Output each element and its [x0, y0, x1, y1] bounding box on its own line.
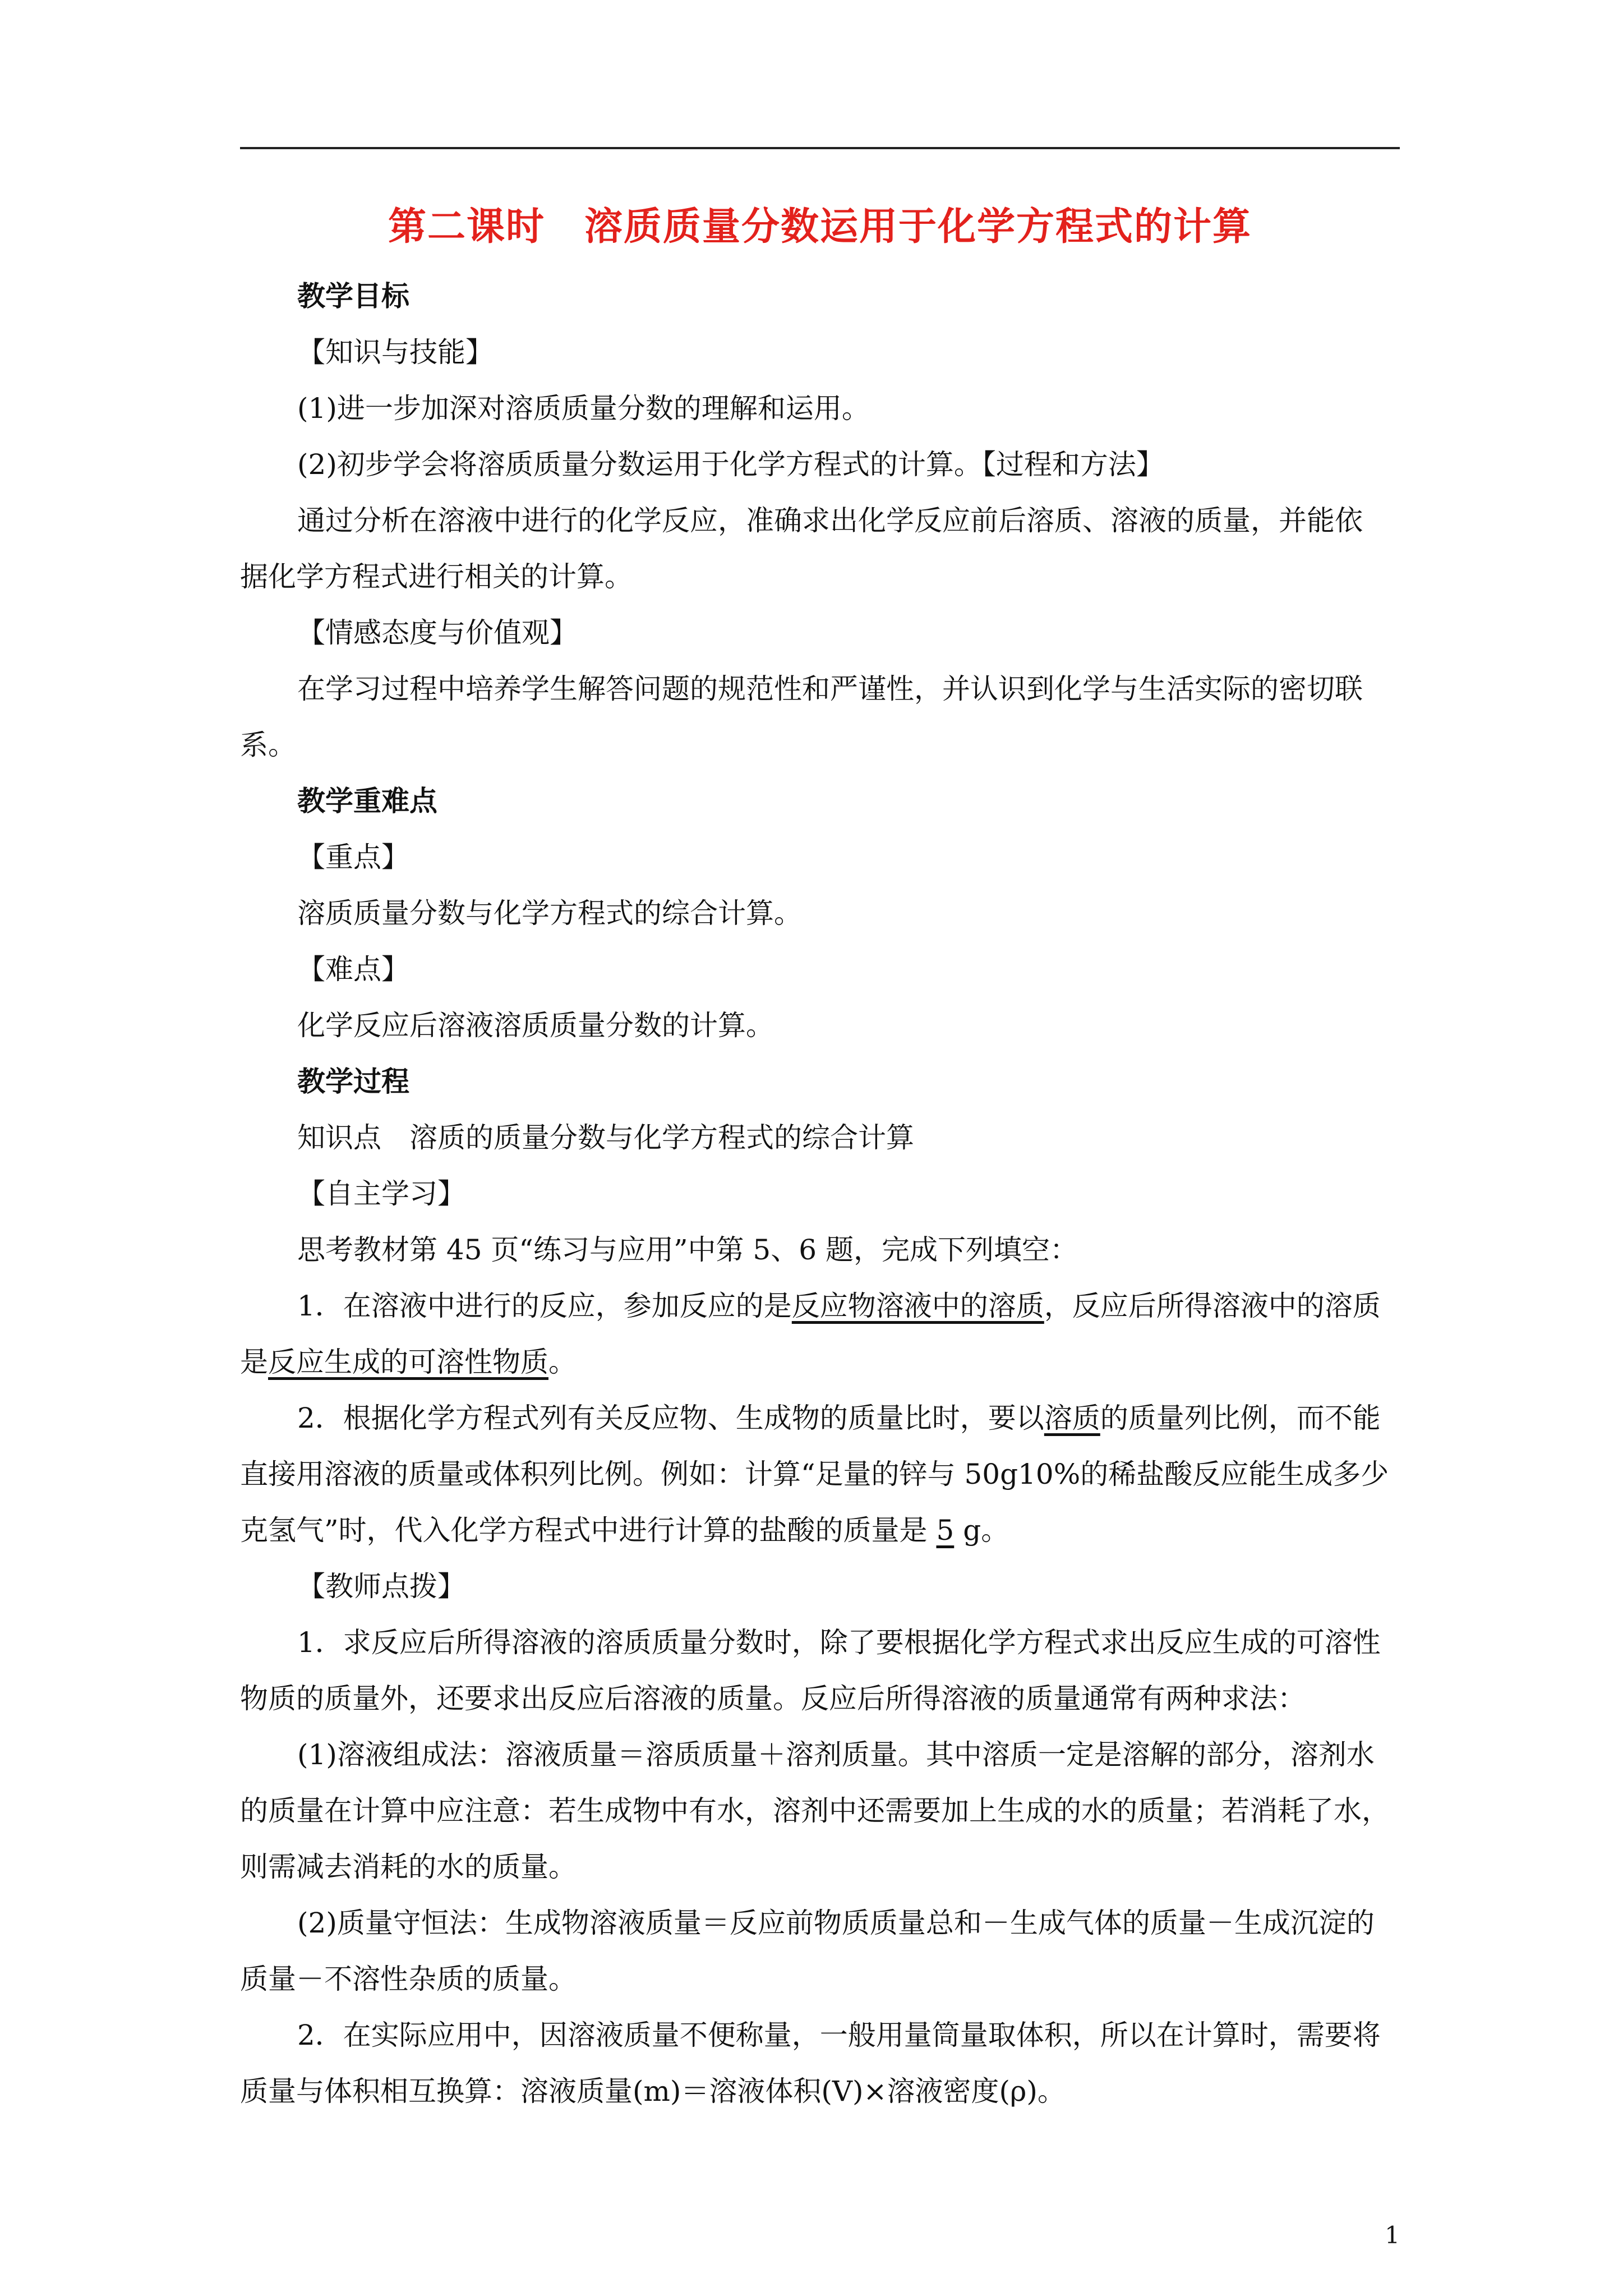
q1-answer-2: 反应生成的可溶性物质 [268, 1346, 548, 1378]
knowledge-heading: 【知识与技能】 [297, 336, 494, 369]
emotion-heading: 【情感态度与价值观】 [297, 616, 578, 649]
tip-1a-line-1: (1)溶液组成法：溶液质量＝溶质质量＋溶剂质量。其中溶质一定是溶解的部分，溶剂水 [297, 1738, 1375, 1771]
tip-1a-line-2: 的质量在计算中应注意：若生成物中有水，溶剂中还需要加上生成的水的质量；若消耗了水， [240, 1795, 1390, 1827]
difficult-text: 化学反应后溶液溶质质量分数的计算。 [297, 1009, 774, 1042]
page-title: 第二课时 溶质质量分数运用于化学方程式的计算 [388, 204, 1252, 249]
question-1-line-2 [240, 1334, 1400, 1390]
q2-text-c: 克氢气”时，代入化学方程式中进行计算的盐酸的质量是 [240, 1514, 928, 1547]
self-study-intro: 思考教材第 45 页“练习与应用”中第 5、6 题，完成下列填空： [297, 1234, 1078, 1266]
q2-text-b: 的质量列比例，而不能 [1100, 1402, 1381, 1434]
tip-1b-line-1: (2)质量守恒法：生成物溶液质量＝反应前物质质量总和－生成气体的质量－生成沉淀的 [297, 1907, 1375, 1939]
key-difficult-heading: 教学重难点 [297, 784, 437, 817]
teacher-heading: 【教师点拨】 [297, 1570, 465, 1603]
q1-text-a: 1．在溶液中进行的反应，参加反应的是 [297, 1290, 792, 1322]
process-text-line-1: 通过分析在溶液中进行的化学反应，准确求出化学反应前后溶质、溶液的质量，并能依 [297, 504, 1363, 537]
document-body [240, 268, 1400, 2119]
objectives-heading: 教学目标 [297, 279, 409, 312]
tip-1a-line-3: 则需减去消耗的水的质量。 [240, 1851, 577, 1883]
question-2-line-1 [240, 1390, 1400, 1446]
key-heading: 【重点】 [297, 841, 409, 873]
tip-1-line-2: 物质的质量外，还要求出反应后溶液的质量。反应后所得溶液的质量通常有两种求法： [240, 1682, 1306, 1715]
q1-text-c: 是 [240, 1346, 268, 1378]
header-rule [240, 147, 1400, 149]
tip-2-line-1: 2．在实际应用中，因溶液质量不便称量，一般用量筒量取体积，所以在计算时，需要将 [297, 2019, 1381, 2051]
tip-2-line-2: 质量与体积相互换算：溶液质量(m)＝溶液体积(V)×溶液密度(ρ)。 [240, 2075, 1066, 2108]
self-study-heading: 【自主学习】 [297, 1177, 465, 1210]
question-1-line-1 [240, 1278, 1400, 1334]
q2-answer-1: 溶质 [1044, 1402, 1100, 1434]
q2-answer-2: 5 [936, 1514, 955, 1547]
difficult-heading: 【难点】 [297, 953, 409, 986]
q2-text-a: 2．根据化学方程式列有关反应物、生成物的质量比时，要以 [297, 1402, 1044, 1434]
q1-text-d: 。 [548, 1346, 577, 1378]
knowledge-item-2: (2)初步学会将溶质质量分数运用于化学方程式的计算。【过程和方法】 [297, 448, 1164, 481]
q2-text-d: g。 [963, 1514, 1009, 1547]
process-text-line-2: 据化学方程式进行相关的计算。 [240, 560, 633, 593]
question-2-line-2: 直接用溶液的质量或体积列比例。例如：计算“足量的锌与 50g10%的稀盐酸反应能生成多少 [240, 1458, 1389, 1490]
tip-1-line-1: 1．求反应后所得溶液的溶质质量分数时，除了要根据化学方程式求出反应生成的可溶性 [297, 1626, 1381, 1659]
page-number: 1 [1385, 2221, 1400, 2249]
q1-text-b: ，反应后所得溶液中的溶质 [1044, 1290, 1381, 1322]
question-2-line-3 [240, 1502, 1400, 1558]
process-heading: 教学过程 [297, 1065, 409, 1098]
emotion-text-line-2: 系。 [240, 729, 296, 761]
knowledge-point: 知识点 溶质的质量分数与化学方程式的综合计算 [297, 1121, 914, 1154]
q1-answer-1: 反应物溶液中的溶质 [791, 1290, 1044, 1322]
emotion-text-line-1: 在学习过程中培养学生解答问题的规范性和严谨性，并认识到化学与生活实际的密切联 [297, 673, 1363, 705]
knowledge-item-1: (1)进一步加深对溶质质量分数的理解和运用。 [297, 392, 870, 425]
key-text: 溶质质量分数与化学方程式的综合计算。 [297, 897, 802, 930]
tip-1b-line-2: 质量－不溶性杂质的质量。 [240, 1963, 577, 1995]
